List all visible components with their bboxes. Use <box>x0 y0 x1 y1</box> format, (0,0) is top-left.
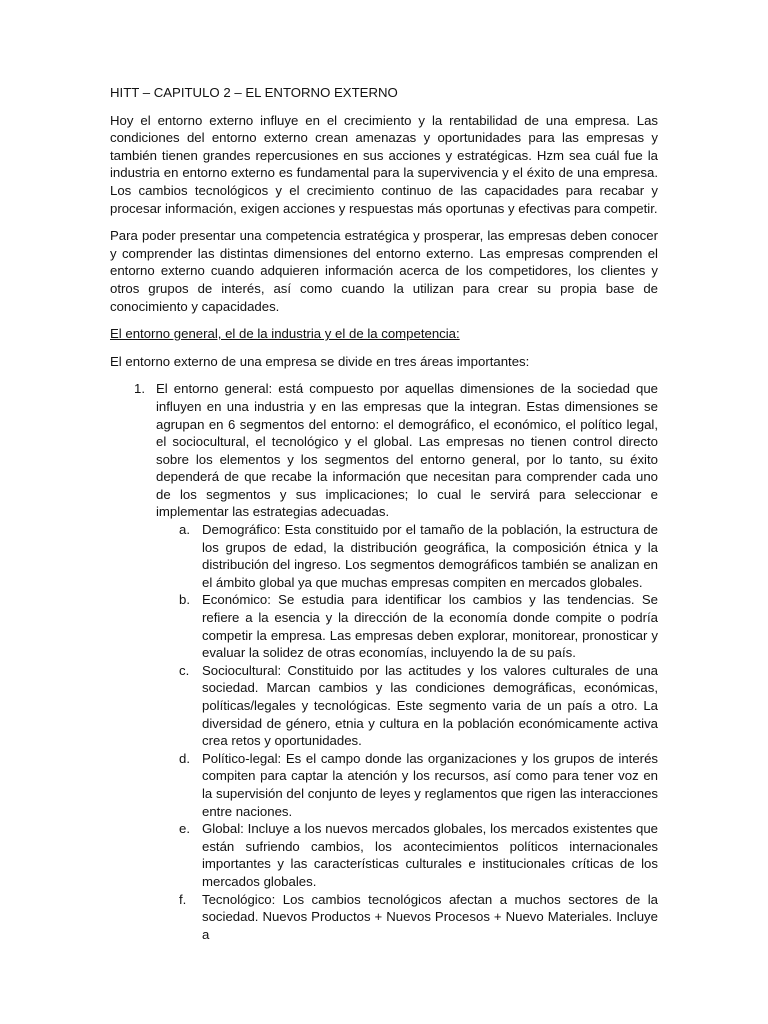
sub-item-marker: e. <box>179 821 190 837</box>
sub-item-text: Económico: Se estudia para identificar los cambios y las tendencias. Se refiere a la esencia y la dirección de la economía donde compite o podría competir la empresa. Las empresas deben explorar, monitorear, pronosticar y evaluar la solidez de otras economías, incluyendo la de su país. <box>202 592 658 661</box>
list-marker: 1. <box>134 381 145 397</box>
intro-paragraph-1: Hoy el entorno externo influye en el crecimiento y la rentabilidad de una empresa. Las condiciones del entorno externo crean amenazas y oportunidades para las empresas y también tienen grandes repercusiones en sus acciones y estratégicas. Hzm sea cuál fue la industria en entorno externo es fundamental para la supervivencia y el éxito de una empresa. Los cambios tecnológicos y el crecimiento continuo de las capacidades para recabar y procesar información, exigen acciones y respuestas más oportunas y efectivas para competir. <box>110 112 658 216</box>
list-item-text: El entorno general: está compuesto por aquellas dimensiones de la sociedad que influyen en una industria y en las empresas que la integran. Estas dimensiones se agrupan en 6 segmentos del entorno: el demográfico, el económico, el político legal, el sociocultural, el tecnológico y el global. Las empresas no tienen control directo sobre los elementos y los segmentos del entorno general, por lo tanto, su éxito dependerá de que recabe la información que necesitan para comprender cada uno de los segmentos y sus implicaciones; lo cual le servirá para seleccionar e implementar las estrategias adecuadas. <box>156 381 658 520</box>
sub-item-text: Político-legal: Es el campo donde las organizaciones y los grupos de interés compiten para captar la atención y los recursos, así como para tener voz en la supervisión del conjunto de leyes y reglamentos que rigen las interacciones entre naciones. <box>202 750 658 819</box>
sub-item-economico <box>156 591 658 661</box>
sub-item-text: Global: Incluye a los nuevos mercados globales, los mercados existentes que están sufriendo cambios, los acontecimientos políticos internacionales importantes y las características culturales e institucionales críticas de los mercados globales. <box>202 821 658 889</box>
sub-item-marker: f. <box>179 891 187 907</box>
document-page <box>110 84 658 943</box>
sub-item-marker: c. <box>179 662 190 678</box>
list-item-general-environment <box>110 380 658 521</box>
sub-item-global <box>156 820 658 890</box>
sub-item-politico-legal <box>156 750 658 820</box>
numbered-list <box>110 380 658 943</box>
sub-item-tecnologico <box>156 891 658 944</box>
sub-item-text: Tecnológico: Los cambios tecnológicos afectan a muchos sectores de la sociedad. Nuevos Productos + Nuevos Procesos + Nuevo Materiales. Incluye a <box>202 891 658 942</box>
document-title: HITT – CAPITULO 2 – EL ENTORNO EXTERNO <box>110 85 398 100</box>
sub-list <box>110 521 658 943</box>
sub-item-demografico <box>156 521 658 591</box>
section-lead: El entorno externo de una empresa se divide en tres áreas importantes: <box>110 353 530 369</box>
sub-item-text: Demográfico: Esta constituido por el tamaño de la población, la estructura de los grupos de edad, la distribución geográfica, la composición étnica y la distribución del ingreso. Los segmentos demográficos también se analizan en el ámbito global ya que muchas empresas compiten en mercados globales. <box>202 522 658 590</box>
intro-paragraph-2: Para poder presentar una competencia estratégica y prosperar, las empresas deben conocer y comprender las distintas dimensiones del entorno externo. Las empresas comprenden el entorno externo cuando adquieren información acerca de los competidores, los clientes y otros grupos de interés, así como cuando la utilizan para crear su propia base de conocimiento y capacidades. <box>110 228 658 314</box>
sub-item-marker: d. <box>179 750 190 766</box>
sub-item-text: Sociocultural: Constituido por las actitudes y los valores culturales de una sociedad. Marcan cambios y las condiciones demográficas, económicas, políticas/legales y tecnológicas. Este segmento varia de un país a otro. La diversidad de género, etnia y cultura en la población económicamente activa crea retos y oportunidades. <box>202 662 658 749</box>
sub-item-marker: a. <box>179 522 190 538</box>
sub-item-marker: b. <box>179 592 190 608</box>
section-heading: El entorno general, el de la industria y el de la competencia: <box>110 326 460 342</box>
sub-item-sociocultural <box>156 662 658 750</box>
